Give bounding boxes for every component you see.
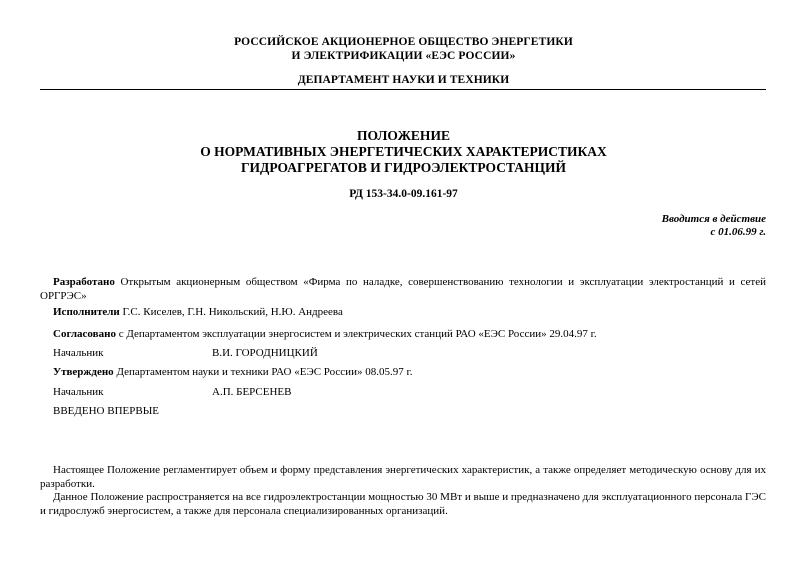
effective-date: с 01.06.99 г. (710, 226, 766, 238)
document-code: РД 153-34.0-09.161-97 (349, 188, 458, 200)
approved-text: Департаментом науки и техники РАО «ЕЭС России» 08.05.97 г. (113, 366, 413, 378)
body-paragraph-1: Настоящее Положение регламентирует объем и форму представления энергетических характеристик, а также определяет методическую основу для их разработки. (40, 464, 766, 490)
first-introduced-note: ВВЕДЕНО ВПЕРВЫЕ (53, 405, 160, 417)
developed-by-text: Открытым акционерным обществом «Фирма по наладке, совершенствованию технологии и эксплуатации электростанций и сетей ОРГРЭС» (40, 276, 766, 302)
document-title-line2: О НОРМАТИВНЫХ ЭНЕРГЕТИЧЕСКИХ ХАРАКТЕРИСТИКАХ (200, 144, 607, 159)
document-title-line1: ПОЛОЖЕНИЕ (357, 128, 450, 143)
agreed-paragraph (40, 328, 766, 342)
document-title-line3: ГИДРОАГРЕГАТОВ И ГИДРОЭЛЕКТРОСТАНЦИЙ (240, 160, 567, 175)
executors-text: Г.С. Киселев, Г.Н. Никольский, Н.Ю. Андреева (119, 306, 343, 318)
approved-label: Утверждено (53, 366, 114, 378)
organization-name-line2: И ЭЛЕКТРИФИКАЦИИ «ЕЭС РОССИИ» (291, 50, 516, 62)
executors-paragraph (40, 306, 766, 320)
developed-by-paragraph (40, 276, 766, 303)
approved-chief-name: А.П. БЕРСЕНЕВ (212, 386, 292, 398)
agreed-chief-name: В.И. ГОРОДНИЦКИЙ (212, 347, 318, 359)
header-divider (40, 89, 766, 90)
department-name: ДЕПАРТАМЕНТ НАУКИ И ТЕХНИКИ (297, 74, 510, 86)
approved-paragraph (40, 366, 766, 380)
effective-label: Вводится в действие (661, 213, 766, 225)
effective-date-block (662, 213, 766, 239)
organization-name-line1: РОССИЙСКОЕ АКЦИОНЕРНОЕ ОБЩЕСТВО ЭНЕРГЕТИКИ (234, 36, 573, 48)
approved-chief-label: Начальник (53, 386, 104, 398)
agreed-chief-label: Начальник (53, 347, 104, 359)
agreed-text: с Департаментом эксплуатации энергосистем и электрических станций РАО «ЕЭС России» 29.04.97 г. (115, 328, 597, 340)
agreed-label: Согласовано (53, 328, 116, 340)
body-paragraph-2: Данное Положение распространяется на все гидроэлектростанции мощностью 30 МВт и выше и предназначено для эксплуатационного персонала ГЭС и гидрослужб энергосистем, а также для персонала специализированных организаций. (40, 491, 766, 517)
executors-label: Исполнители (53, 306, 120, 318)
developed-by-label: Разработано (53, 276, 115, 288)
